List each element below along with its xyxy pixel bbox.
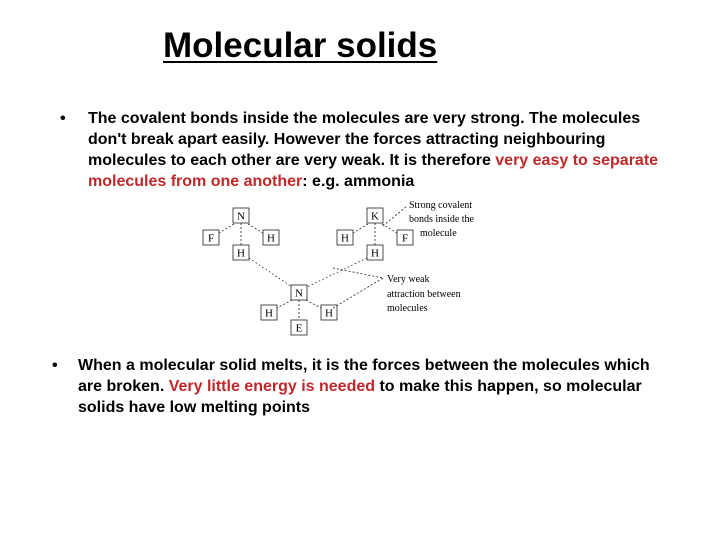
atom-label: H: [237, 247, 245, 260]
atom-label: H: [265, 307, 273, 320]
strong-bonds-label-line: Strong covalent: [409, 200, 473, 211]
bullet-point-1: [60, 108, 660, 192]
bullet-point-2: [52, 355, 672, 418]
weak-attraction-label-line: attraction between: [387, 289, 461, 300]
atom-label: H: [325, 307, 333, 320]
strong-bonds-label-line: bonds inside the: [409, 214, 474, 225]
bullet-text: [78, 355, 672, 418]
ammonia-diagram: [195, 196, 495, 344]
bullet-text-part: : e.g. ammonia: [302, 173, 415, 190]
highlighted-text: Very little energy is needed: [168, 378, 376, 395]
atom-label: N: [237, 210, 245, 223]
strong-bonds-label-line: molecule: [420, 228, 457, 239]
bullet-text-part: The covalent bonds inside the molecules are very strong. The molecules don't break apart easily. However the forces attracting neighbouring molecules to each other are very weak. It is therefore: [88, 110, 641, 169]
slide-title: Molecular solids: [163, 26, 438, 65]
atom-label: H: [371, 247, 379, 260]
atom-label: F: [207, 232, 215, 245]
highlighted-text: very easy to separate molecules from one another: [88, 152, 659, 190]
atom-label: H: [341, 232, 349, 245]
bullet-symbol: •: [60, 110, 66, 127]
weak-attraction-label-line: molecules: [387, 303, 428, 314]
atom-label: H: [267, 232, 275, 245]
bullet-text: [88, 108, 660, 192]
bullet-symbol: •: [52, 357, 58, 374]
atom-label: E: [295, 322, 303, 335]
bullet-text-part: to make this happen, so molecular solids have low melting points: [78, 378, 642, 416]
weak-attraction-label-line: Very weak: [387, 274, 430, 285]
bullet-text-part: When a molecular solid melts, it is the forces between the molecules which are broken.: [78, 357, 650, 395]
atom-label: K: [371, 210, 379, 223]
atom-label: F: [401, 232, 409, 245]
atom-label: N: [295, 287, 303, 300]
